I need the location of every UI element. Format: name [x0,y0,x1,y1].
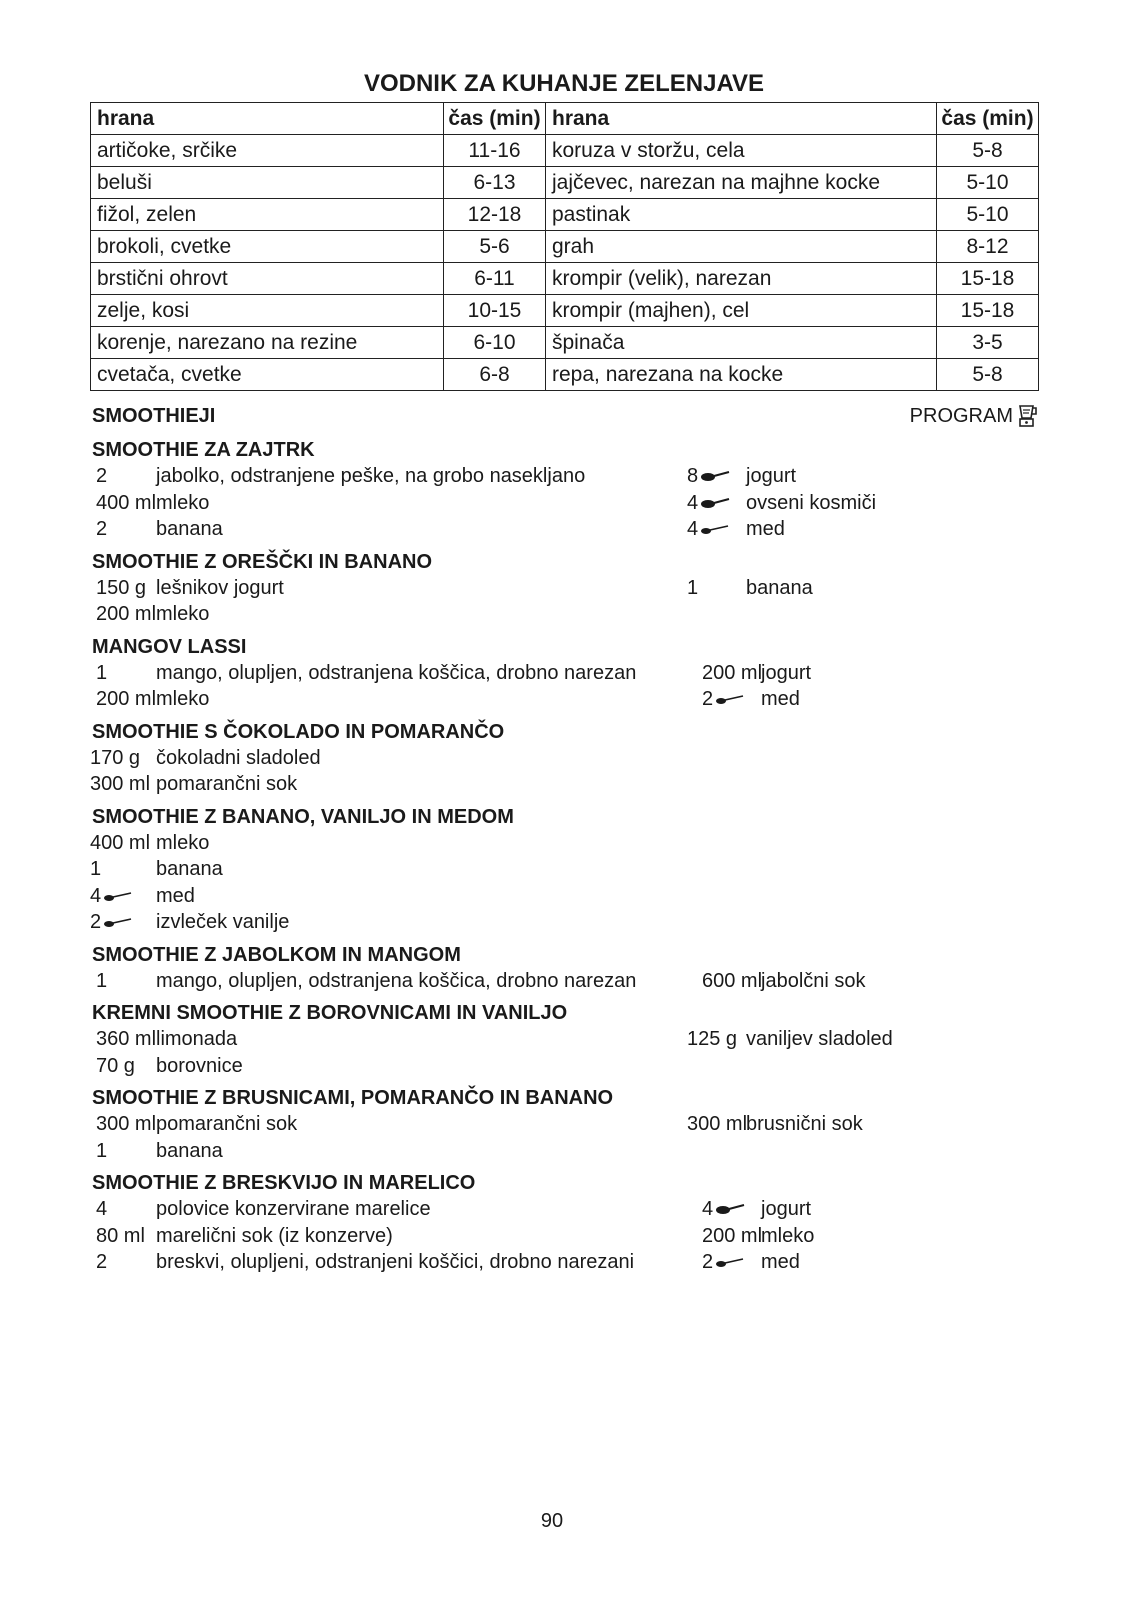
time-cell: 6-10 [444,327,546,359]
time-cell: 5-8 [937,135,1039,167]
ingredient-quantity [96,490,156,517]
ingredient-quantity [90,745,140,772]
ingredient-quantity-text: 200 ml [96,688,157,710]
ingredient-quantity [90,771,150,798]
ingredient-name-text: pomarančni sok [156,1113,298,1135]
recipe [90,433,1038,543]
table-row [91,167,1039,199]
ingredient-row [90,883,1038,910]
ingredient-quantity-text: 200 ml [96,603,157,625]
ingredient-quantity [96,1223,145,1250]
time-cell: 6-13 [444,167,546,199]
ingredient-name-text: mleko [156,603,210,625]
ingredient-quantity-text: 300 ml [687,1113,748,1135]
food-cell: cvetača, cvetke [91,359,444,391]
document-page [90,62,1038,1276]
ingredient-name [156,686,209,713]
ingredient-quantity-text: 1 [687,576,699,599]
ingredient-quantity-text: 200 ml [702,661,763,684]
ingredient-quantity [96,968,107,995]
ingredient-quantity [96,1249,107,1276]
ingredient-quantity [687,463,730,490]
ingredient-name-text: jabolčni sok [761,969,866,992]
table-header-row [91,103,1039,135]
ingredient-row [90,490,1038,517]
ingredient-quantity [687,516,730,543]
ingredient-name-text: banana [156,518,223,540]
ingredient-name-text: mango, olupljen, odstranjena koščica, drobno narezan [156,661,637,684]
recipe [90,1081,1038,1164]
ingredient-name [156,745,321,772]
recipe [90,1166,1038,1276]
ingredient-quantity [687,1026,737,1053]
ingredient-quantity-text: 2 [96,465,108,487]
ingredient-name-text: polovice konzervirane marelice [156,1198,431,1220]
ingredient-name-text: med [746,518,785,540]
time-cell: 5-8 [937,359,1039,391]
table-row [91,231,1039,263]
teaspoon-icon [103,915,133,929]
ingredient-quantity [90,909,133,936]
recipe-title: MANGOV LASSI [92,635,247,658]
food-cell: artičoke, srčike [91,135,444,167]
ingredient-name-text: banana [156,858,223,880]
ingredient-name-text: marelični sok (iz konzerve) [156,1224,393,1247]
ingredient-quantity [702,968,762,995]
time-cell: 5-10 [937,167,1039,199]
ingredient-quantity-text: 1 [96,661,108,684]
ingredient-name-text: mleko [761,1224,815,1247]
time-cell: 11-16 [444,135,546,167]
ingredient-quantity-text: 400 ml [96,491,157,514]
tablespoon-icon [700,496,730,510]
ingredient-name-text: limonada [156,1028,238,1050]
ingredient-quantity [96,1138,107,1165]
ingredient-quantity-text: 4 [90,884,102,907]
ingredient-row [90,830,1038,857]
ingredient-name [156,601,209,628]
ingredient-name-text: mleko [156,688,210,710]
ingredient-quantity [96,1111,156,1138]
time-cell: 3-5 [937,327,1039,359]
table-row [91,135,1039,167]
ingredient-name [156,660,636,687]
blender-icon [1016,404,1038,428]
table-row [91,295,1039,327]
section-title: SMOOTHIEJI [92,405,216,427]
ingredient-row [90,745,1038,772]
teaspoon-icon [715,692,745,706]
tablespoon-icon [715,1202,745,1216]
ingredient-name [156,856,223,883]
ingredient-name-text: mango, olupljen, odstranjena koščica, drobno narezan [156,969,637,992]
recipe [90,938,1038,995]
ingredient-row [90,856,1038,883]
ingredient-name-text: breskvi, olupljeni, odstranjeni koščici, drobno narezani [156,1251,635,1273]
teaspoon-icon [103,889,133,903]
ingredient-quantity [702,1196,745,1223]
food-cell: krompir (majhen), cel [546,295,937,327]
column-header-food: hrana [546,103,937,135]
ingredient-row [90,1249,1038,1276]
table-row [91,199,1039,231]
ingredient-name-text: ovseni kosmiči [746,491,877,514]
ingredient-quantity-text: 4 [687,518,699,540]
ingredient-name [761,968,866,995]
ingredient-name [156,883,195,910]
ingredient-quantity [96,601,156,628]
ingredient-quantity [90,883,133,910]
ingredient-quantity [96,463,107,490]
recipe-list [90,433,1038,1276]
ingredient-name-text: banana [156,1139,223,1162]
ingredient-quantity [687,575,698,602]
food-cell: grah [546,231,937,263]
ingredient-row [90,686,1038,713]
recipe-title: SMOOTHIE Z OREŠČKI IN BANANO [92,550,433,573]
time-cell: 10-15 [444,295,546,327]
ingredient-name-text: banana [746,576,813,599]
page-number: 90 [540,1510,564,1532]
teaspoon-icon [715,1255,745,1269]
food-cell: repa, narezana na kocke [546,359,937,391]
ingredient-quantity [687,1111,747,1138]
teaspoon-icon [700,522,730,536]
ingredient-quantity-text: 2 [90,911,102,933]
ingredient-name [761,686,800,713]
ingredient-name-text: jogurt [746,465,797,487]
ingredient-quantity [96,516,107,543]
recipe [90,800,1038,936]
ingredient-name [156,909,289,936]
ingredient-quantity-text: 2 [702,1251,714,1273]
ingredient-name [761,1196,811,1223]
time-cell: 6-11 [444,263,546,295]
ingredient-quantity-text: 125 g [687,1028,738,1050]
ingredient-row [90,660,1038,687]
ingredient-quantity-text: 300 ml [96,1113,157,1135]
ingredient-name [156,1249,634,1276]
food-cell: koruza v storžu, cela [546,135,937,167]
ingredient-name [761,1223,814,1250]
column-header-time: čas (min) [444,103,546,135]
smoothies-section-header [90,401,1038,431]
ingredient-name [761,660,811,687]
ingredient-row [90,1111,1038,1138]
ingredient-name-text: čokoladni sladoled [156,746,321,769]
table-row [91,327,1039,359]
ingredient-name-text: borovnice [156,1054,243,1077]
ingredient-row [90,575,1038,602]
recipe [90,545,1038,628]
ingredient-name [156,1053,243,1080]
ingredient-quantity-text: 8 [687,465,699,487]
recipe-title: KREMNI SMOOTHIE Z BOROVNICAMI IN VANILJO [92,1002,568,1024]
ingredient-quantity-text: 70 g [96,1054,135,1077]
ingredient-name-text: mleko [156,831,210,854]
ingredient-row [90,968,1038,995]
ingredient-quantity-text: 360 ml [96,1028,157,1050]
ingredient-name [156,1138,223,1165]
page-title: VODNIK ZA KUHANJE ZELENJAVE [363,70,765,97]
ingredient-quantity-text: 4 [96,1198,108,1220]
recipe [90,630,1038,713]
ingredient-row [90,1223,1038,1250]
ingredient-row [90,1053,1038,1080]
ingredient-quantity-text: 2 [702,688,714,710]
ingredient-quantity-text: 4 [687,491,699,514]
ingredient-name-text: med [761,1251,800,1273]
ingredient-name [156,575,284,602]
food-cell: brstični ohrovt [91,263,444,295]
ingredient-name-text: izvleček vanilje [156,911,290,933]
ingredient-row [90,1196,1038,1223]
ingredient-name-text: lešnikov jogurt [156,576,284,599]
ingredient-quantity-text: 1 [96,969,108,992]
ingredient-quantity-text: 4 [702,1198,714,1220]
ingredient-quantity-text: 80 ml [96,1224,145,1247]
ingredient-quantity-text: 2 [96,518,108,540]
ingredient-quantity [687,490,730,517]
ingredient-name-text: jabolko, odstranjene peške, na grobo nasekljano [156,465,586,487]
ingredient-name [746,1026,893,1053]
ingredient-name-text: brusnični sok [746,1113,863,1135]
ingredient-name-text: pomarančni sok [156,773,298,795]
time-cell: 8-12 [937,231,1039,263]
ingredient-name [746,463,796,490]
ingredient-quantity-text: 300 ml [90,773,151,795]
food-cell: špinača [546,327,937,359]
ingredient-quantity [96,686,156,713]
ingredient-name-text: vaniljev sladoled [746,1028,893,1050]
ingredient-name [156,490,209,517]
ingredient-quantity-text: 150 g [96,576,147,599]
recipe-title: SMOOTHIE Z BRUSNICAMI, POMARANČO IN BANANO [92,1087,614,1109]
food-cell: korenje, narezano na rezine [91,327,444,359]
ingredient-row [90,463,1038,490]
ingredient-name [156,1111,297,1138]
ingredient-name [156,1026,237,1053]
column-header-time: čas (min) [937,103,1039,135]
ingredient-quantity [96,575,146,602]
time-cell: 5-10 [937,199,1039,231]
ingredient-name-text: jogurt [761,1198,812,1220]
recipe [90,996,1038,1079]
ingredient-row [90,1138,1038,1165]
ingredient-quantity [702,660,762,687]
ingredient-quantity [702,686,745,713]
ingredient-name-text: mleko [156,491,210,514]
program-label: PROGRAM [909,405,1013,427]
ingredient-name [746,575,813,602]
ingredient-row [90,771,1038,798]
ingredient-quantity-text: 1 [96,1139,108,1162]
recipe-title: SMOOTHIE Z BRESKVIJO IN MARELICO [92,1172,476,1194]
food-cell: beluši [91,167,444,199]
food-cell: krompir (velik), narezan [546,263,937,295]
ingredient-quantity [702,1223,762,1250]
recipe-title: SMOOTHIE ZA ZAJTRK [92,439,315,461]
ingredient-name-text: med [761,688,800,710]
time-cell: 15-18 [937,295,1039,327]
column-header-food: hrana [91,103,444,135]
ingredient-name [156,1196,431,1223]
ingredient-quantity-text: 170 g [90,746,141,769]
ingredient-name [156,463,585,490]
vegetable-cooking-table [90,102,1039,391]
food-cell: fižol, zelen [91,199,444,231]
ingredient-name [156,1223,393,1250]
food-cell: brokoli, cvetke [91,231,444,263]
table-row [91,263,1039,295]
time-cell: 12-18 [444,199,546,231]
ingredient-name [156,830,209,857]
ingredient-row [90,1026,1038,1053]
time-cell: 15-18 [937,263,1039,295]
ingredient-quantity-text: 400 ml [90,831,151,854]
ingredient-quantity-text: 1 [90,858,102,880]
recipe-title: SMOOTHIE Z JABOLKOM IN MANGOM [92,943,461,966]
ingredient-name [746,516,785,543]
ingredient-quantity [90,830,150,857]
ingredient-quantity-text: 200 ml [702,1224,763,1247]
ingredient-row [90,601,1038,628]
ingredient-quantity [90,856,101,883]
food-cell: zelje, kosi [91,295,444,327]
ingredient-quantity-text: 2 [96,1251,108,1273]
ingredient-name-text: jogurt [761,661,812,684]
ingredient-quantity [96,1053,135,1080]
time-cell: 5-6 [444,231,546,263]
ingredient-quantity [702,1249,745,1276]
ingredient-name [156,968,636,995]
ingredient-quantity [96,1196,107,1223]
ingredient-quantity-text: 600 ml [702,969,763,992]
ingredient-quantity [96,1026,156,1053]
time-cell: 6-8 [444,359,546,391]
food-cell: jajčevec, narezan na majhne kocke [546,167,937,199]
program-indicator [910,401,1038,431]
recipe-title: SMOOTHIE S ČOKOLADO IN POMARANČO [92,720,505,743]
recipe-title: SMOOTHIE Z BANANO, VANILJO IN MEDOM [92,805,514,828]
ingredient-name-text: med [156,884,195,907]
recipe [90,715,1038,798]
table-row [91,359,1039,391]
food-cell: pastinak [546,199,937,231]
tablespoon-icon [700,469,730,483]
ingredient-name [761,1249,800,1276]
ingredient-name [746,1111,863,1138]
ingredient-row [90,909,1038,936]
ingredient-name [156,516,223,543]
ingredient-row [90,516,1038,543]
ingredient-name [156,771,297,798]
ingredient-name [746,490,876,517]
ingredient-quantity [96,660,107,687]
